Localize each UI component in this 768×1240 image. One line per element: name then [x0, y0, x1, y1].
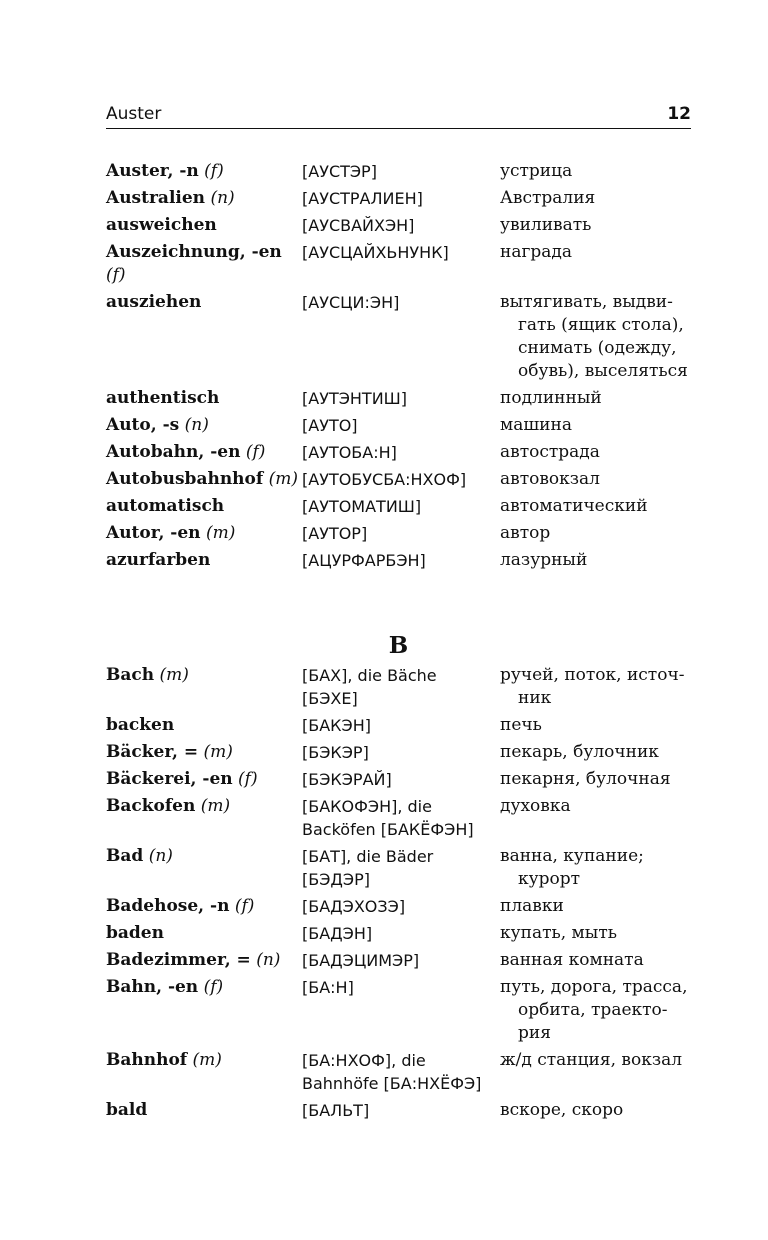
translation [500, 160, 691, 183]
entry-row [106, 468, 691, 491]
entry-term [106, 495, 302, 518]
pronunciation: [АУСЦАЙХЬНУНК] [302, 243, 449, 262]
translation-line: вскоре, скоро [500, 1100, 624, 1120]
entry-row [106, 922, 691, 945]
translation [500, 1099, 691, 1122]
pronunciation: [АУСЦИ:ЭН] [302, 293, 400, 312]
entry-row [106, 741, 691, 764]
running-header [106, 104, 691, 129]
translation [500, 664, 691, 710]
translation-line: курорт [518, 869, 581, 889]
headword: ausweichen [106, 215, 217, 235]
translation-line: автор [500, 523, 551, 543]
entries-section-a [106, 160, 691, 576]
headword: Australien [106, 188, 206, 208]
grammar-label: (f) [245, 442, 266, 462]
translation [500, 549, 691, 572]
grammar-label: (m) [159, 665, 189, 685]
grammar-label: (n) [184, 415, 209, 435]
pronunciation: [АУТОМАТИШ] [302, 497, 422, 516]
entry-term [106, 664, 302, 710]
translation-line: пекарь, булочник [500, 742, 659, 762]
pronunciation: [БАКОФЭН], die Backöfen [БАКЁФЭН] [302, 797, 474, 839]
translation-line: ж/д станция, вокзал [500, 1050, 683, 1070]
grammar-label: (n) [256, 950, 281, 970]
headword: authentisch [106, 388, 220, 408]
pronunciation: [АУСВАЙХЭН] [302, 216, 415, 235]
translation-line: духовка [500, 796, 571, 816]
translation-line: машина [500, 415, 572, 435]
translation-line: ванная комната [500, 950, 644, 970]
pronunciation: [АУСТРАЛИЕН] [302, 189, 423, 208]
translation-line: пекарня, булочная [500, 769, 671, 789]
entry-term [106, 795, 302, 841]
headword: Bahn, -en [106, 977, 199, 997]
entry-row [106, 1049, 691, 1095]
translation-line: плавки [500, 896, 564, 916]
entry-row [106, 441, 691, 464]
translation-line: лазурный [500, 550, 588, 570]
pronunciation: [БАКЭН] [302, 716, 371, 735]
translation-line: награда [500, 242, 572, 262]
translation-line: печь [500, 715, 542, 735]
headword: azurfarben [106, 550, 211, 570]
pronunciation: [АУСТЭР] [302, 162, 377, 181]
headword: bald [106, 1100, 148, 1120]
translation-line: вытягивать, выдви- [500, 292, 673, 312]
pronunciation: [БАДЭН] [302, 924, 373, 943]
entry-row [106, 895, 691, 918]
entry-row [106, 549, 691, 572]
headword: Auster, -n [106, 161, 199, 181]
header-title: Auster [106, 104, 162, 124]
headword: Bäckerei, -en [106, 769, 233, 789]
entry-term [106, 160, 302, 183]
entry-row [106, 495, 691, 518]
entry-row [106, 976, 691, 1045]
translation [500, 468, 691, 491]
translation [500, 795, 691, 841]
entry-term [106, 441, 302, 464]
headword: Backofen [106, 796, 196, 816]
translation [500, 768, 691, 791]
pronunciation: [БАДЭЦИМЭР] [302, 951, 420, 970]
entry-term [106, 714, 302, 737]
entry-term [106, 241, 302, 287]
entry-row [106, 291, 691, 383]
headword: Autor, -en [106, 523, 201, 543]
translation [500, 522, 691, 545]
entry-row [106, 187, 691, 210]
entry-term [106, 1099, 302, 1122]
pronunciation: [БЭКЭРАЙ] [302, 770, 392, 789]
entry-row [106, 768, 691, 791]
translation-line: гать (ящик стола), [518, 315, 684, 335]
pronunciation: [БАХ], die Bäche [БЭХЕ] [302, 666, 437, 708]
translation [500, 187, 691, 210]
translation [500, 922, 691, 945]
entry-term [106, 387, 302, 410]
pronunciation: [БАДЭХОЗЭ] [302, 897, 406, 916]
translation-line: устрица [500, 161, 573, 181]
entry-row [106, 414, 691, 437]
entry-row [106, 160, 691, 183]
entry-term [106, 187, 302, 210]
headword: Autobahn, -en [106, 442, 241, 462]
entries-section-b [106, 664, 691, 1126]
translation-line: купать, мыть [500, 923, 617, 943]
translation [500, 976, 691, 1045]
translation-line: рия [518, 1023, 551, 1043]
translation-line: снимать (одежду, [518, 338, 677, 358]
pronunciation: [АУТОР] [302, 524, 368, 543]
pronunciation: [АУТЭНТИШ] [302, 389, 408, 408]
pronunciation: [БАЛЬТ] [302, 1101, 370, 1120]
pronunciation: [АУТОБУСБА:НХОФ] [302, 470, 467, 489]
translation-line: автовокзал [500, 469, 600, 489]
pronunciation: [БА:Н] [302, 978, 354, 997]
entry-term [106, 922, 302, 945]
entry-row [106, 1099, 691, 1122]
headword: automatisch [106, 496, 225, 516]
entry-row [106, 214, 691, 237]
translation-line: автострада [500, 442, 600, 462]
entry-term [106, 949, 302, 972]
translation-line: увиливать [500, 215, 592, 235]
entry-term [106, 741, 302, 764]
translation [500, 895, 691, 918]
entry-term [106, 895, 302, 918]
pronunciation: [АЦУРФАРБЭН] [302, 551, 426, 570]
entry-row [106, 795, 691, 841]
headword: Autobusbahnhof [106, 469, 264, 489]
headword: ausziehen [106, 292, 202, 312]
translation-line: подлинный [500, 388, 602, 408]
pronunciation: [БА:НХОФ], die Bahnhöfe [БА:НХЁФЭ] [302, 1051, 482, 1093]
grammar-label: (f) [238, 769, 258, 789]
translation-line: обувь), выселяться [518, 361, 688, 381]
grammar-label: (f) [204, 161, 224, 181]
grammar-label: (n) [210, 188, 235, 208]
page-number: 12 [667, 104, 691, 124]
entry-row [106, 949, 691, 972]
translation [500, 714, 691, 737]
translation [500, 241, 691, 287]
entry-term [106, 468, 302, 491]
entry-row [106, 845, 691, 891]
grammar-label: (f) [106, 265, 126, 285]
grammar-label: (f) [203, 977, 224, 997]
translation [500, 495, 691, 518]
translation-line: ручей, поток, источ- [500, 665, 685, 685]
grammar-label: (m) [200, 796, 231, 816]
translation [500, 414, 691, 437]
translation [500, 214, 691, 237]
translation-line: ник [518, 688, 552, 708]
entry-row [106, 522, 691, 545]
pronunciation: [БАТ], die Bäder [БЭДЭР] [302, 847, 434, 889]
grammar-label: (m) [203, 742, 233, 762]
translation-line: путь, дорога, трасса, [500, 977, 688, 997]
translation [500, 1049, 691, 1095]
grammar-label: (n) [148, 846, 173, 866]
pronunciation: [БЭКЭР] [302, 743, 369, 762]
headword: Badezimmer, = [106, 950, 251, 970]
grammar-label: (m) [192, 1050, 222, 1070]
pronunciation: [АУТОБА:Н] [302, 443, 397, 462]
headword: Auto, -s [106, 415, 180, 435]
grammar-label: (f) [234, 896, 255, 916]
headword: Bahnhof [106, 1050, 188, 1070]
headword: Bad [106, 846, 144, 866]
translation-line: орбита, траекто- [518, 1000, 668, 1020]
entry-term [106, 976, 302, 1045]
headword: baden [106, 923, 164, 943]
headword: Badehose, -n [106, 896, 230, 916]
section-letter: B [388, 632, 409, 659]
translation [500, 741, 691, 764]
entry-term [106, 414, 302, 437]
translation [500, 949, 691, 972]
translation [500, 845, 691, 891]
headword: Bach [106, 665, 155, 685]
entry-term [106, 768, 302, 791]
headword: Bäcker, = [106, 742, 199, 762]
entry-term [106, 549, 302, 572]
translation-line: Австралия [500, 188, 596, 208]
entry-row [106, 714, 691, 737]
translation-line: автоматический [500, 496, 648, 516]
entry-row [106, 387, 691, 410]
entry-term [106, 291, 302, 383]
pronunciation: [АУТО] [302, 416, 358, 435]
translation [500, 441, 691, 464]
entry-term [106, 214, 302, 237]
headword: backen [106, 715, 175, 735]
grammar-label: (m) [268, 469, 298, 489]
entry-term [106, 522, 302, 545]
translation [500, 291, 691, 383]
grammar-label: (m) [205, 523, 236, 543]
translation [500, 387, 691, 410]
entry-term [106, 1049, 302, 1095]
headword: Auszeichnung, -en [106, 242, 282, 262]
entry-row [106, 241, 691, 287]
entry-term [106, 845, 302, 891]
translation-line: ванна, купание; [500, 846, 644, 866]
entry-row [106, 664, 691, 710]
